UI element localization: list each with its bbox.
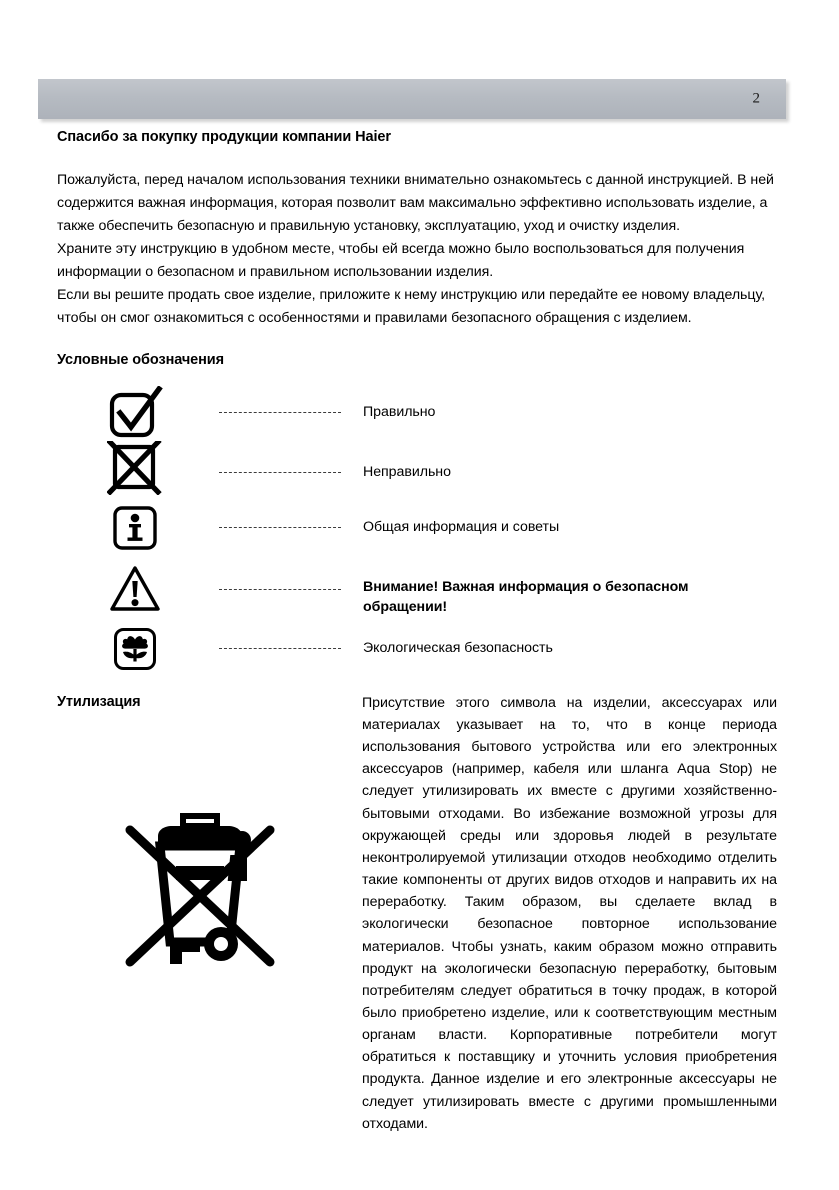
intro-title: Спасибо за покупку продукции компании Haier: [57, 129, 391, 145]
legend-row: [57, 386, 777, 440]
legend-icon-cell: [57, 564, 213, 612]
legend-icon-cell: [57, 386, 213, 440]
legend-icon-cell: [57, 626, 213, 672]
leader-dashes: [219, 412, 341, 413]
crossed-out-wheelie-bin-icon: [120, 802, 280, 972]
intro-paragraph: Если вы решите продать свое изделие, приложите к нему инструкцию или передайте ее новому владельцу, чтобы он смог ознакомиться с особенностями и правилами безопасного обращения с изделием.: [57, 287, 765, 327]
warning-triangle-icon: [108, 564, 162, 612]
checkbox-checked-icon: [107, 386, 163, 440]
intro-paragraph: Храните эту инструкцию в удобном месте, чтобы ей всегда можно было воспользоваться для получения информации о безопасном и правильном использовании изделия.: [57, 241, 745, 281]
leader-dashes: [219, 589, 341, 590]
legend-label: Неправильно: [363, 463, 451, 480]
information-icon: [111, 504, 159, 552]
disposal-heading: Утилизация: [57, 693, 141, 710]
symbols-legend: [57, 386, 777, 686]
eco-flower-icon: [112, 626, 158, 672]
legend-row: [57, 441, 777, 495]
legend-label: Внимание! Важная информация о безопасном обращении!: [363, 578, 689, 616]
legend-label: Общая информация и советы: [363, 518, 560, 535]
disposal-section: [57, 694, 777, 1154]
page-header-bar: [38, 79, 786, 119]
legend-label: Правильно: [363, 403, 436, 420]
leader-dashes: [219, 527, 341, 528]
page-content: [57, 129, 777, 1154]
page-number: 2: [752, 90, 760, 107]
legend-row: [57, 626, 777, 672]
checkbox-crossed-icon: [107, 441, 163, 495]
leader-dashes: [219, 648, 341, 649]
legend-icon-cell: [57, 441, 213, 495]
symbols-section-heading: Условные обозначения: [57, 352, 224, 369]
legend-icon-cell: [57, 504, 213, 552]
legend-row: [57, 564, 777, 618]
disposal-body-text: Присутствие этого символа на изделии, аксессуарах или материалах указывает на то, что в конце периода использования бытового устройства или его электронных аксессуаров (например, кабеля или шланга Aqua Stop) не следует утилизировать их вместе с другими хозяйственно-бытовыми отходами. Во избежание возможной угрозы для окружающей среды или здоровья людей в результате неконтролируемой утилизации отходов необходимо отделить такие компоненты от других видов отходов и направить их на переработку. Таким образом, вы сделаете вклад в экологически безопасное повторное использование материалов. Чтобы узнать, каким образом можно отправить продукт на экологически безопасную переработку, бытовым потребителям следует обратиться в точку продаж, в которой было приобретено изделие, или к соответствующим местным органам власти. Корпоративные потребители могут обратиться к поставщику и уточнить условия приобретения продукта. Данное изделие и его электронные аксессуары не следует утилизировать вместе с другими промышленными отходами.: [362, 694, 777, 1132]
legend-row: [57, 504, 777, 552]
leader-dashes: [219, 472, 341, 473]
intro-paragraph: Пожалуйста, перед началом использования техники внимательно ознакомьтесь с данной инструкцией. В ней содержится важная информация, которая позволит вам максимально эффективно использовать изделие, а также обеспечить безопасную и правильную установку, эксплуатацию, уход и очистку изделия.: [57, 172, 774, 235]
intro-paragraphs: [57, 169, 777, 330]
legend-label: Экологическая безопасность: [363, 639, 553, 656]
